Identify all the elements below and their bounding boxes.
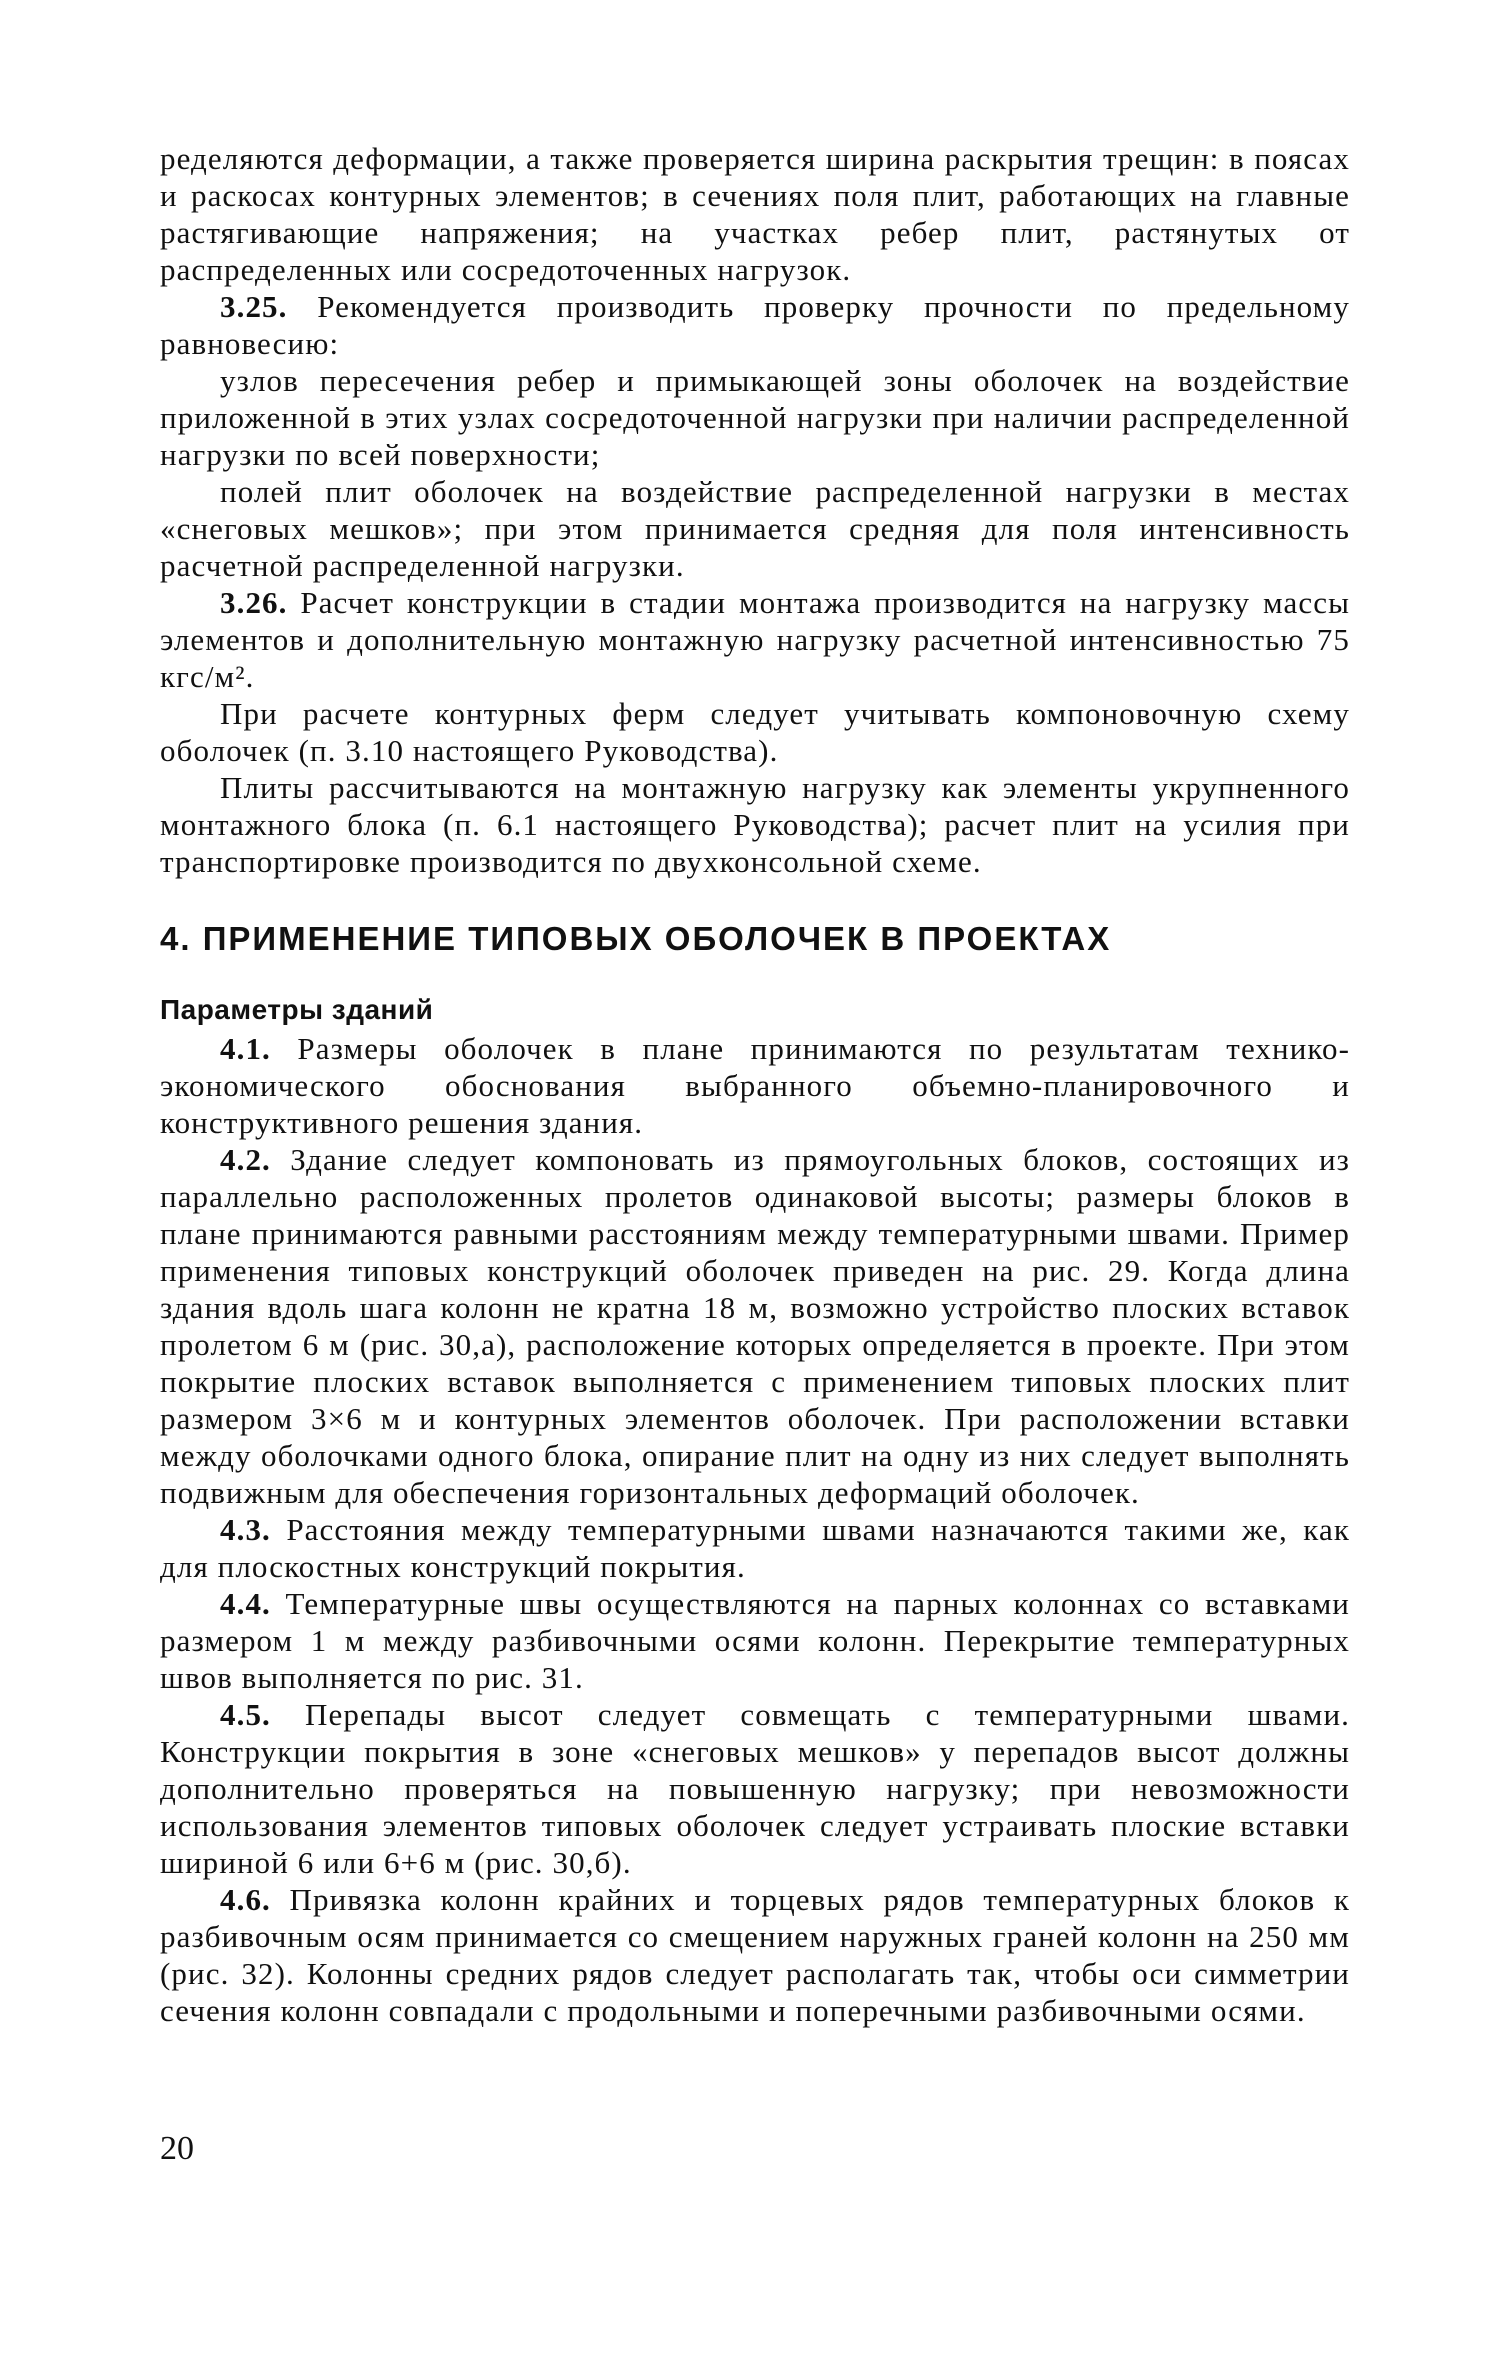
paragraph-text: Расстояния между температурными швами назначаются такими же, как для плоскостных конструкций покрытия. — [160, 1512, 1350, 1584]
clause-number: 4.5. — [220, 1697, 271, 1732]
subsection-heading: Параметры зданий — [160, 994, 434, 1025]
paragraph-text: Перепады высот следует совмещать с температурными швами. Конструкции покрытия в зоне «снеговых мешков» у перепадов высот должны дополнительно проверяться на повышенную нагрузку; при невозможности использования элементов типовых оболочек следует устраивать плоские вставки шириной 6 или 6+6 м (рис. 30,б). — [160, 1697, 1350, 1880]
section-heading: 4. ПРИМЕНЕНИЕ ТИПОВЫХ ОБОЛОЧЕК В ПРОЕКТАХ — [160, 920, 1112, 957]
paragraph-trusses — [160, 695, 1350, 769]
clause-number: 3.26. — [220, 585, 288, 620]
paragraph-4-6 — [160, 1881, 1350, 2029]
document-page — [160, 140, 1350, 2029]
paragraph-nodes — [160, 362, 1350, 473]
clause-number: 3.25. — [220, 289, 288, 324]
paragraph-fields — [160, 473, 1350, 584]
paragraph-text: Температурные швы осуществляются на парных колоннах со вставками размером 1 м между разбивочными осями колонн. Перекрытие температурных швов выполняется по рис. 31. — [160, 1586, 1350, 1695]
paragraph-4-1 — [160, 1030, 1350, 1141]
clause-number: 4.4. — [220, 1586, 271, 1621]
paragraph-text: Рекомендуется производить проверку прочности по предельному равновесию: — [160, 289, 1350, 361]
page-number: 20 — [160, 2130, 194, 2167]
paragraph-text: Здание следует компоновать из прямоугольных блоков, состоящих из параллельно расположенных пролетов одинаковой высоты; размеры блоков в плане принимаются равными расстояниям между температурными швами. Пример применения типовых конструкций оболочек приведен на рис. 29. Когда длина здания вдоль шага колонн не кратна 18 м, возможно устройство плоских вставок пролетом 6 м (рис. 30,а), расположение которых определяется в проекте. При этом покрытие плоских вставок выполняется с применением типовых плоских плит размером 3×6 м и контурных элементов оболочек. При расположении вставки между оболочками одного блока, опирание плит на одну из них следует выполнять подвижным для обеспечения горизонтальных деформаций оболочек. — [160, 1142, 1350, 1510]
clause-number: 4.3. — [220, 1512, 271, 1547]
paragraph-text: Плиты рассчитываются на монтажную нагрузку как элементы укрупненного монтажного блока (п. 6.1 настоящего Руководства); расчет плит на усилия при транспортировке производится по двухконсольной схеме. — [160, 770, 1350, 879]
paragraph-3-26 — [160, 584, 1350, 695]
paragraph-3-25 — [160, 288, 1350, 362]
paragraph-text: При расчете контурных ферм следует учитывать компоновочную схему оболочек (п. 3.10 настоящего Руководства). — [160, 696, 1350, 768]
paragraph-plates — [160, 769, 1350, 880]
clause-number: 4.2. — [220, 1142, 271, 1177]
paragraph-4-5 — [160, 1696, 1350, 1881]
paragraph-text: узлов пересечения ребер и примыкающей зоны оболочек на воздействие приложенной в этих узлах сосредоточенной нагрузки при наличии распределенной нагрузки по всей поверхности; — [160, 363, 1350, 472]
paragraph-continuation — [160, 140, 1350, 288]
paragraph-4-3 — [160, 1511, 1350, 1585]
paragraph-4-2 — [160, 1141, 1350, 1511]
paragraph-text: полей плит оболочек на воздействие распределенной нагрузки в местах «снеговых мешков»; при этом принимается средняя для поля интенсивность расчетной распределенной нагрузки. — [160, 474, 1350, 583]
paragraph-text: Расчет конструкции в стадии монтажа производится на нагрузку массы элементов и дополнительную монтажную нагрузку расчетной интенсивностью 75 кгс/м². — [160, 585, 1350, 694]
paragraph-4-4 — [160, 1585, 1350, 1696]
paragraph-text: ределяются деформации, а также проверяется ширина раскрытия трещин: в поясах и раскосах контурных элементов; в сечениях поля плит, работающих на главные растягивающие напряжения; на участках ребер плит, растянутых от распределенных или сосредоточенных нагрузок. — [160, 141, 1350, 287]
clause-number: 4.1. — [220, 1031, 271, 1066]
paragraph-text: Размеры оболочек в плане принимаются по результатам технико-экономического обоснования выбранного объемно-планировочного и конструктивного решения здания. — [160, 1031, 1350, 1140]
clause-number: 4.6. — [220, 1882, 271, 1917]
paragraph-text: Привязка колонн крайних и торцевых рядов температурных блоков к разбивочным осям принимается со смещением наружных граней колонн на 250 мм (рис. 32). Колонны средних рядов следует располагать так, чтобы оси симметрии сечения колонн совпадали с продольными и поперечными разбивочными осями. — [160, 1882, 1350, 2028]
